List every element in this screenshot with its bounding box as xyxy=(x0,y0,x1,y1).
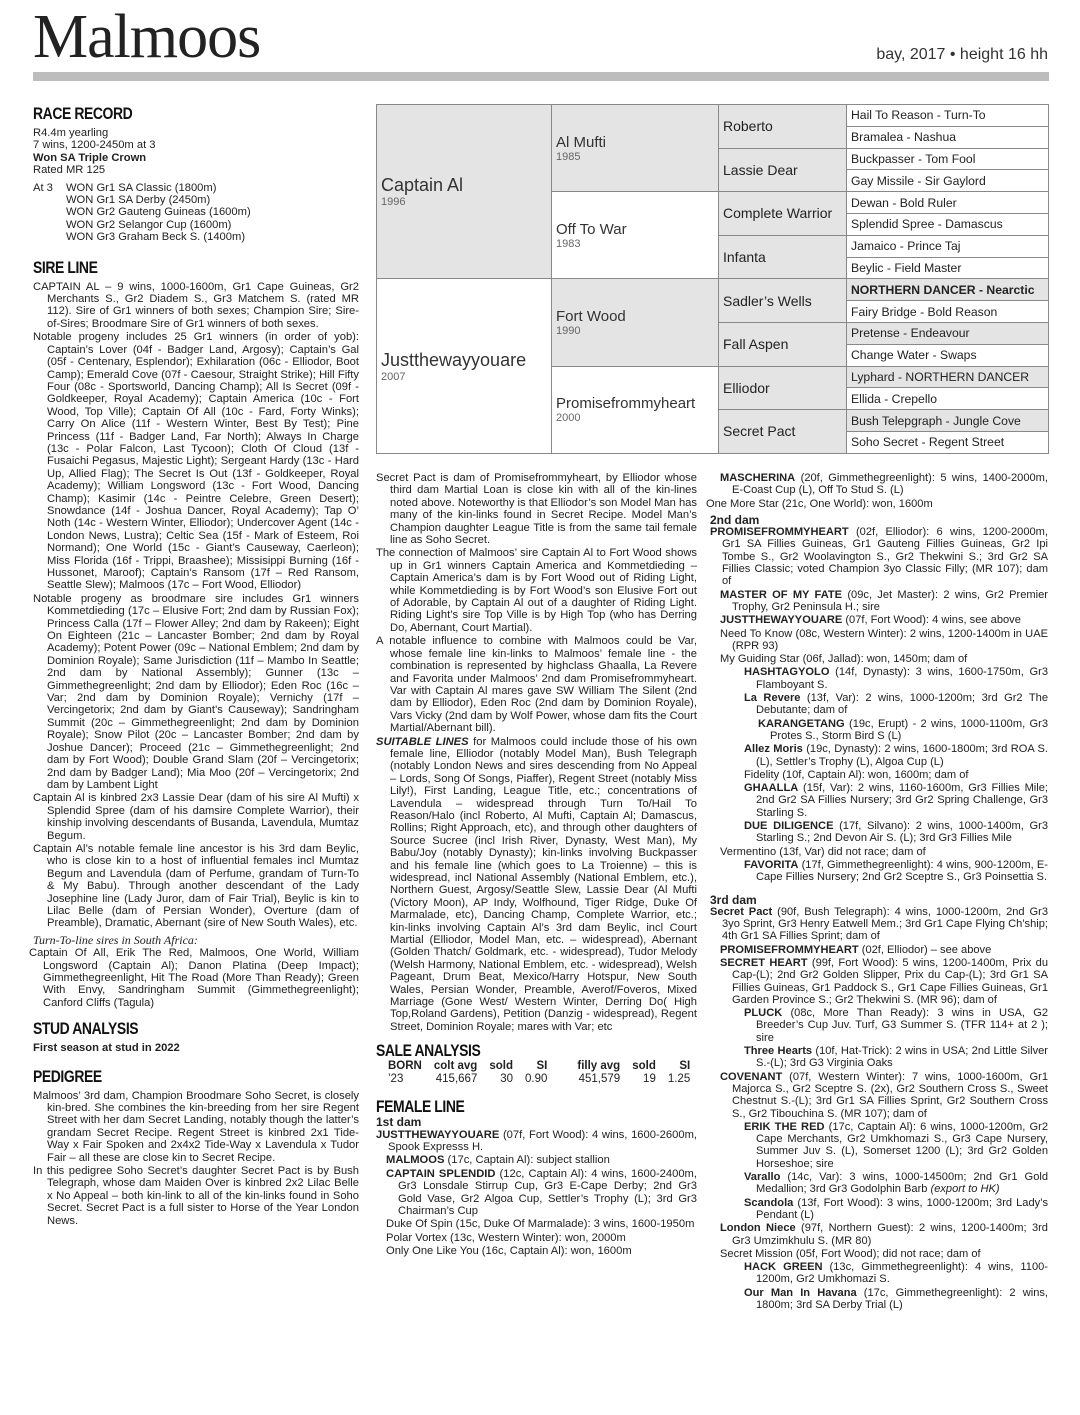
sire-line-paragraph: Notable progeny as broodmare sire includes Gr1 winners Kommetdieding (17c – Elusive Fort; 2nd dam by Russian Fox); Princess Calla (17f – Flower Alley; 2nd dam by Rakeen); Eight On Eighteen (21c – Lancaster Bomber; 2nd dam by Royal Academy); Potent Power (09c – National Emblem; 2nd dam by Dominion Royale); Same Jurisdiction (11f – Mambo In Seattle; 2nd dam by National Assembly); Gunner (13c – Gimmethegreenlight; 2nd dam by Elliodor); Eden Roc (16c – Var; 2nd dam by Dominion Royale); Vernichy (17f – Vercingetorix; 2nd dam by Giant’s Causeway); Sandringham Summit (20c – Gimmethegreenlight; 2nd dam by Dominion Royale); Snow Pilot (20c – Lancaster Bomber; 2nd dam by Joshue Dancer); Proceed (21c – Gimmethegreenlight; 2nd dam by Fort Wood); Double Grand Slam (20f – Vercingetorix; 2nd dam by Badger Land); Mia Moo (20f – Vercingetorix; 2nd dam by Lambent Light xyxy=(33,592,359,791)
race-win: WON Gr3 Graham Beck S. (1400m) xyxy=(66,231,246,244)
race-record-line: 7 wins, 1200-2450m at 3 xyxy=(33,139,156,152)
female-line-entry xyxy=(710,472,1048,497)
female-line-entry xyxy=(710,1071,1048,1120)
sale-cell: 30 xyxy=(500,1072,513,1085)
pedigree-g4-cell: Fairy Bridge - Bold Reason xyxy=(847,301,1049,323)
pedigree-table xyxy=(376,104,1049,454)
entry-text: (10f, Hat-Trick): 2 wins in USA; 2nd Little Silver S.-(L); 3rd G3 Virginia Oaks xyxy=(756,1045,1048,1070)
pedigree-g4-cell: Gay Missile - Sir Gaylord xyxy=(847,170,1049,192)
race-at-label: At 3 xyxy=(33,181,53,194)
pedigree-g3-cell: Infanta xyxy=(719,235,847,279)
horse-name: La Revere xyxy=(744,692,801,705)
suitable-lines-lead: SUITABLE LINES xyxy=(376,735,469,748)
sire-line-paragraph: CAPTAIN AL – 9 wins, 1000-1600m, Gr1 Cape Guineas, Gr2 Merchants S., Gr2 Diadem S., Gr3 Matchem S. (rated MR 112). Sire of Gr1 winners of both sexes; Champion Sire; Sire-of-Sires; Broodmare Sire of Gr1 winners of both sexes. xyxy=(33,280,359,330)
entry-text: (19c, Erupt) - 2 wins, 1000-1100m, Gr3 Protes S., Storm Bird S (L) xyxy=(770,717,1048,742)
pedigree-ss-year: 1985 xyxy=(556,150,581,163)
right-column xyxy=(706,472,1049,1312)
pedigree-g4-cell: Beylic - Field Master xyxy=(847,257,1049,279)
sale-cell: 415,667 xyxy=(435,1072,478,1085)
race-record-line: R4.4m yearling xyxy=(33,127,109,139)
entry-text: (08c, More Than Ready): 3 wins in USA, G2 Breeder’s Cup Juv. Turf, G3 Summer S. (TFR 114+ at 2 ); sire xyxy=(756,1007,1048,1044)
entry-text: (97f, Northern Guest): 2 wins, 1200-1400m; 3rd Gr3 Umzimkhulu S. (MR 80) xyxy=(732,1222,1048,1247)
sale-analysis-heading: SALE ANALYSIS xyxy=(376,1041,481,1061)
horse-name: PROMISEFROMMYHEART xyxy=(710,526,849,539)
stud-analysis-heading: STUD ANALYSIS xyxy=(33,1019,139,1039)
horse-name: COVENANT xyxy=(720,1070,783,1083)
horse-name: Three Hearts xyxy=(744,1045,813,1058)
horse-name: CAPTAIN SPLENDID xyxy=(386,1167,496,1180)
sale-header: BORN xyxy=(388,1060,422,1073)
horse-name: SECRET HEART xyxy=(720,956,808,969)
pedigree-g4-cell: Splendid Spree - Damascus xyxy=(847,213,1049,235)
entry-text: (09c, Jet Master): 2 wins, Gr2 Premier Trophy, Gr2 Peninsula H.; sire xyxy=(732,588,1048,613)
pedigree-g4-cell: Bush Telepgraph - Jungle Cove xyxy=(847,410,1049,432)
pedigree-dam: Justthewayyouare xyxy=(381,349,527,370)
horse-name: FAVORITA xyxy=(744,858,799,871)
entry-text: (99f, Fort Wood): 5 wins, 1200-1400m, Prix du Cap-(L); 2nd Gr2 Golden Slipper, Prix du Cap-(L); 3rd Gr1 SA Fillies Guineas, Gr1 Paddock S., Gr1 Cape Fillies Guineas, Gr1 Garden Province S.; Gr2 Thekwini S. (MR 96); dam of xyxy=(732,956,1048,1006)
sale-cell: 451,579 xyxy=(578,1072,621,1085)
horse-name: HACK GREEN xyxy=(744,1261,823,1274)
pedigree-g4-cell: Pretense - Endeavour xyxy=(847,322,1049,344)
pedigree-ds: Fort Wood xyxy=(556,307,626,325)
female-line-entry xyxy=(710,820,1048,845)
sire-line-heading: SIRE LINE xyxy=(33,257,98,277)
entry-text: (20f, Gimmethegreenlight): 5 wins, 1400-2000m, E-Coast Cup (L), Off To Stud S. (L) xyxy=(732,472,1048,497)
sale-cell: ’23 xyxy=(388,1072,404,1085)
analysis-paragraph: The connection of Malmoos’ sire Captain Al to Fort Wood shows up in Gr1 winners Captain America and Kommetdieding – Captain America’s dam is by Fort Wood out of Riding Light, while Kommetdieding is by Fort Wood’s son Elusive Fort out of Adorable, by Captain Al out of a daughter of Riding Light. Riding Light’s sire Top Ville is by High Top (who has Derring Do, Abernant, Court Martial). xyxy=(376,547,697,634)
first-dam-heading: 1st dam xyxy=(376,1115,422,1130)
entry-note: (export to HK) xyxy=(930,1183,1000,1196)
entry-text: (13c, Gimmethegreenlight): 4 wins, 1100-1200m, Gr2 Umkhomazi S. xyxy=(756,1261,1048,1286)
female-line-entry xyxy=(710,944,1048,956)
female-line-entry xyxy=(710,666,1048,691)
pedigree-sire: Captain Al xyxy=(381,175,464,196)
pedigree-dd-cell xyxy=(552,366,719,453)
female-line-entry xyxy=(710,589,1048,614)
horse-name: PROMISEFROMMYHEART xyxy=(720,943,859,956)
horse-name: HASHTAGYOLO xyxy=(744,666,830,679)
race-win: WON Gr1 SA Classic (1800m) xyxy=(66,181,217,194)
pedigree-g4-cell: Change Water - Swaps xyxy=(847,344,1049,366)
pedigree-g4-cell: Jamaico - Prince Taj xyxy=(847,235,1049,257)
horse-name: Allez Moris xyxy=(744,743,803,756)
horse-name: MASCHERINA xyxy=(720,472,796,484)
female-line-entry xyxy=(710,718,1048,743)
pedigree-ds-cell xyxy=(552,279,719,366)
third-dam-heading: 3rd dam xyxy=(710,892,757,907)
horse-name: ERIK THE RED xyxy=(744,1120,825,1133)
horse-name: JUSTTHEWAYYOUARE xyxy=(376,1128,500,1141)
page-title: Malmoos xyxy=(33,3,261,71)
sale-cell: 19 xyxy=(643,1072,656,1085)
pedigree-g3-cell: Secret Pact xyxy=(719,410,847,454)
female-line-entry xyxy=(710,1171,1048,1196)
pedigree-sire-year: 1996 xyxy=(381,196,406,209)
pedigree-g3-cell: Roberto xyxy=(719,105,847,149)
female-line-entry xyxy=(710,526,1048,587)
sale-header: SI xyxy=(679,1060,691,1073)
pedigree-g4-text: NORTHERN DANCER - Nearctic xyxy=(851,282,1035,297)
female-line-entry: My Guiding Star (06f, Jallad): won, 1450m; dam of xyxy=(720,653,968,666)
entry-text: (17f, Silvano): 2 wins, 1000-1400m, Gr3 Starling S.; 2nd Devon Air S. (L); 3rd Gr3 Fillies Mile xyxy=(756,820,1048,845)
sale-header: sold xyxy=(489,1060,513,1073)
pedigree-g4-cell: Bramalea - Nashua xyxy=(847,126,1049,148)
pedigree-sd: Off To War xyxy=(556,220,627,238)
entry-text: (17c, Captain Al): subject stallion xyxy=(444,1154,610,1167)
pedigree-g3-cell: Lassie Dear xyxy=(719,148,847,192)
entry-text: (15f, Var): 2 wins, 1160-1600m, Gr3 Fillies Mile; 2nd Gr2 SA Fillies Nursery; 3rd Gr2 Spring Challenge, Gr3 Starling S. xyxy=(756,782,1048,819)
female-line-entry xyxy=(376,1154,697,1166)
pedigree-g4-cell: Buckpasser - Tom Fool xyxy=(847,148,1049,170)
pedigree-g4-cell: Soho Secret - Regent Street xyxy=(847,431,1049,453)
analysis-paragraph: A notable influence to combine with Malmoos could be Var, whose female line kin-links to Malmoos’ female line - the combination is represented by highclass Ghaalla, La Revere and Favorita under Malmoos’ 2nd dam Promisefrommyheart. Var with Captain Al mares gave SW William The Silent (2nd dam by Elliodor), Eden Roc (2nd dam by Dominion Royale), Vars Vicky (2nd dam by Wolf Power, whose dam fits the Court Martial/Abernant bill). xyxy=(376,635,697,735)
pedigree-dam-year: 2007 xyxy=(381,370,406,383)
entry-text: (07f, Western Winter): 7 wins, 1000-1600m, Gr1 Majorca S., Gr2 Sceptre S. (2x), Gr2 Southern Cross S., Sweet Chestnut S.-(L); 3rd Gr1 SA Fillies Sprint, Gr2 Southern Cross S., Gr2 Tibouchina S. (MR 107); dam of xyxy=(732,1070,1048,1120)
female-line-entry xyxy=(710,1007,1048,1044)
sire-line-paragraph: Notable progeny includes 25 Gr1 winners (in order of yob): Captain’s Lover (04f - Badger Land, Argosy); Captain’s Gal (05f - Centenary, Esplendor); Exhilaration (06c - Elliodor, Boot Camp); Emerald Cove (07f - Caesour, Straight Strike); Hill Fifty Four (08c - Sportsworld, Dancing Champ); All Is Secret (09f - Goldkeeper, Royal Academy); Captain America (10c - Fort Wood, Top Ville); Captain Of All (10c - Fard, Forty Winks); Carry On Alice (11f - Western Winter, Best By Test); Pine Princess (11f - Badger Land, Far North); Always In Charge (13c - Polar Falcon, Last Tycoon); Cloth Of Cloud (13f - Fusaichi Pegasus, Majestic Light); Sergeant Hardy (13c - Hard Up, Allied Flag); The Secret Is Out (13f - Goldkeeper, Royal Academy); William Longsword (13c - Fort Wood, Dancing Champ); Kasimir (14c - Peintre Celebre, Green Desert); Snowdance (14f - Joshua Dancer, Royal Academy); Tap O’ Noth (14c - Western Winter, Elliodor); Undercover Agent (14c - London News, Lustra); Celtic Sea (15f - Mark of Esteem, Roi Normand); One World (15c - Giant’s Causeway, Caerleon); Miss Florida (16f - Trippi, Braashee); Missisippi Burning (16f - Hussonet, Maroof); Captain’s Ransom (17f – Red Ransom, Seattle Slew); Malmoos (17c – Fort Wood, Elliodor) xyxy=(33,331,359,592)
female-line-entry xyxy=(710,743,1048,768)
suitable-lines-text: for Malmoos could include those of his own female line, Elliodor (notably Model Man), Bush Telegraph (notably London News and sires descending from No Appeal – Lords, Song Of Songs, Piaffer), Regent Street (notably Miss Lily!), First Landing, League Title, etc.; concentrations of Lavendula – widespread through Turn To/Hail To Reason/Halo (incl Roberto, Al Mufti, Captain Al; Damascus, Rollins; Right Approach, etc), and through other daughters of Source Sucree (incl Irish River, Dynasty, West Man), My Babu/Joy (notably Dynasty); kin-links involving Buckpasser and his female line (which goes to La Troienne) – this is widespread, incl National Assembly (National Emblem, etc.), Northern Guest, Argosy/Seattle Slew, Lassie Dear (Al Mufti (Victory Moon), AP Indy, Wolfhound, Tiger Ridge, Duke Of Marmalade, etc), Dancing Champ, Complete Warrior, etc.; kin-links involving Captain Al’s 3rd dam Beylic, incl Court Martial (Elliodor, Model Man, etc. – widespread), Abernant (Golden Thatch/ Goldmark, etc. - widespread), Tudor Melody (Welsh Harmony, National Emblem, etc. - widespread), Welsh Pageant, Drum Beat, Mexico/Harry Hotspur, New South Wales, Persian Wonder, Preamble, Averof/Foveros, Mixed Marriage (Gone West/ Western Winter, Derring Do( High Top,Roland Gardens), Petition (Danzig - widespread), Regent Street, Dominion Royale; mares with Var; etc xyxy=(390,735,697,1033)
horse-name: London Niece xyxy=(720,1222,796,1235)
pedigree-sd-year: 1983 xyxy=(556,237,581,250)
female-line-entry: Polar Vortex (13c, Western Winter): won, 2000m xyxy=(386,1231,626,1244)
female-line-entry xyxy=(376,1168,697,1218)
pedigree-ds-year: 1990 xyxy=(556,324,581,337)
sire-line-paragraph: Captain Al’s notable female line ancestor is his 3rd dam Beylic, who is close kin to a host of influential females incl Mumtaz Begum and Lavendula (dam of Perfume, grandam of Turn-To & My Babu). Through another descendant of the Lady Josephine line (Lady Juror, dam of Fair Trial), Beylic is kin to Lilac Belle (dam of Persian Wonder), Overture (dam of Preamble), Dramatic, Abernant (sire of New South Wales), etc. xyxy=(33,842,359,930)
female-line-entry xyxy=(710,906,1048,943)
middle-column xyxy=(376,472,697,1259)
race-record-heading: RACE RECORD xyxy=(33,104,133,123)
pedigree-g4-text: Lyphard - NORTHERN DANCER xyxy=(851,369,1030,384)
female-line-entry xyxy=(376,1129,697,1154)
second-dam-heading: 2nd dam xyxy=(710,512,760,527)
suitable-lines-paragraph xyxy=(376,736,697,1034)
entry-text: (02f, Elliodor): 6 wins, 1200-2000m, Gr1 SA Fillies Guineas, Gr1 Gauteng Fillies Guineas, Gr2 Ipi Tombe S., Gr2 Woolavington S., Gr2 Thekwini S.; 3rd Gr2 SA Fillies Classic; voted Champion 3yo Classic Filly; (MR 107); dam of xyxy=(722,526,1048,588)
female-line-entry xyxy=(710,614,1048,626)
race-win: WON Gr2 Gauteng Guineas (1600m) xyxy=(66,206,251,219)
female-line-entry: Secret Mission (05f, Fort Wood); did not race; dam of xyxy=(720,1247,981,1260)
pedigree-ss: Al Mufti xyxy=(556,133,607,151)
pedigree-sd-cell xyxy=(552,192,719,279)
pedigree-g4-cell xyxy=(847,366,1049,388)
female-line-entry xyxy=(710,692,1048,717)
entry-text: (90f, Bush Telegraph): 4 wins, 1000-1200m, 2nd Gr3 3yo Sprint, Gr3 Henry Eatwell Mem.; 3rd Gr1 Cape Flying Ch’ship; 4th Gr1 SA Fillies Sprint; dam of xyxy=(722,905,1048,943)
entry-text: (07f, Fort Wood): 4 wins, 1600-2600m, Spook Expresss H. xyxy=(388,1128,697,1153)
female-line-entry xyxy=(710,1045,1048,1070)
entry-text: (02f, Elliodor) – see above xyxy=(858,943,992,956)
race-win: WON Gr2 Selangor Cup (1600m) xyxy=(66,218,232,231)
pedigree-dam-cell xyxy=(377,279,552,453)
female-line-entry xyxy=(710,1197,1048,1222)
female-line-entry xyxy=(710,859,1048,884)
stud-analysis-text: First season at stud in 2022 xyxy=(33,1042,180,1055)
entry-text: (14f, Dynasty): 3 wins, 1600-1750m, Gr3 Flamboyant S. xyxy=(756,666,1048,691)
entry-text: (12c, Captain Al): 4 wins, 1600-2400m, Gr3 Lonsdale Stirrup Cup, Gr3 E-Cape Derby; 2nd Gr3 Gold Vase, Gr2 Algoa Cup, Settler’s Trophy (L); 3rd Gr3 Chairman’s Cup xyxy=(398,1167,697,1217)
female-line-entry: One More Star (21c, One World): won, 1600m xyxy=(706,497,933,510)
entry-text: (13f, Var): 2 wins, 1000-1200m; 3rd Gr2 The Debutante; dam of xyxy=(756,692,1048,717)
sale-header: sold xyxy=(632,1060,656,1073)
sale-header: filly avg xyxy=(577,1060,621,1073)
sale-table xyxy=(382,1060,696,1085)
horse-name: MASTER OF MY FATE xyxy=(720,588,843,601)
female-line-entry xyxy=(710,782,1048,819)
race-win: WON Gr1 SA Derby (2450m) xyxy=(66,194,211,207)
pedigree-ss-cell xyxy=(552,105,719,192)
pedigree-paragraph: Malmoos’ 3rd dam, Champion Broodmare Soho Secret, is closely kin-bred. She combines the kin-breeding from her sire Regent Street with her dam Secret Landing, notably though the latter’s grandam Secret Recipe. Regent Street is kinbred 2x1 Tide-Way x Fair Spoken and 2x4x2 Tide-Way x Lavendula x Tudor Fair – all these are close kin to Secret Recipe. xyxy=(33,1089,359,1164)
pedigree-heading: PEDIGREE xyxy=(33,1066,102,1086)
race-wins-block xyxy=(33,182,359,244)
horse-name: MALMOOS xyxy=(386,1154,445,1167)
pedigree-sire-cell xyxy=(377,105,552,279)
sale-header: SI xyxy=(536,1060,548,1073)
horse-name: Scandola xyxy=(744,1196,794,1209)
horse-name: Secret Pact xyxy=(710,905,773,918)
title-rule xyxy=(33,72,1049,81)
entry-text: (13f, Fort Wood): 3 wins, 1000-1200m; 3rd Lady’s Pendant (L) xyxy=(756,1196,1048,1221)
pedigree-paragraph: In this pedigree Soho Secret’s daughter Secret Pact is by Bush Telegraph, whose dam Maiden Over is kinbred 2x2 Lilac Belle x No Appeal – both kin-link to all of the kin-links found in Soho Secret. Secret Pact is a full sister to Horse of the Year London News. xyxy=(33,1165,359,1227)
female-line-entry xyxy=(710,1287,1048,1312)
horse-name: GHAALLA xyxy=(744,782,799,795)
horse-details: bay, 2017 • height 16 hh xyxy=(876,46,1048,63)
female-line-entry xyxy=(710,1222,1048,1247)
race-record-line: Won SA Triple Crown xyxy=(33,151,147,164)
female-line-heading: FEMALE LINE xyxy=(376,1097,465,1117)
entry-text: (19c, Dynasty): 2 wins, 1600-1800m; 3rd ROA S. (L), Settler’s Trophy (L), Algoa Cup (L) xyxy=(756,743,1049,768)
entry-text: (14c, Var): 3 wins, 1000-14500m; 2nd Gr1 Gold Medallion; 3rd Gr3 Godolphin Barb xyxy=(756,1171,1048,1196)
left-column xyxy=(29,104,359,1228)
female-line-entry: Duke Of Spin (15c, Duke Of Marmalade): 3 wins, 1600-1950m xyxy=(386,1218,695,1231)
pedigree-g4-cell: Hail To Reason - Turn-To xyxy=(847,105,1049,127)
sale-cell: 1.25 xyxy=(667,1072,691,1085)
sale-cell: 0.90 xyxy=(524,1072,548,1085)
female-line-entry: Vermentino (13f, Var) did not race; dam of xyxy=(720,845,926,858)
pedigree-dd: Promisefrommyheart xyxy=(556,395,696,413)
female-line-entry xyxy=(710,1121,1048,1170)
pedigree-g3-cell: Complete Warrior xyxy=(719,192,847,236)
female-line-entry: Only One Like You (16c, Captain Al): won, 1600m xyxy=(386,1245,632,1258)
pedigree-g3-cell: Elliodor xyxy=(719,366,847,410)
horse-name: KARANGETANG xyxy=(758,717,845,730)
horse-name: PLUCK xyxy=(744,1007,783,1020)
race-record-line: Rated MR 125 xyxy=(33,164,106,177)
entry-text: (17c, Captain Al): 6 wins, 1000-1200m, Gr2 Cape Merchants, Gr2 Umkhomazi S., Gr3 Cape Nursery, Summer Juv S. (L), Somerset 1200 (L); 3rd Gr2 Golden Horseshoe; sire xyxy=(756,1120,1048,1170)
sale-header: colt avg xyxy=(433,1060,478,1073)
horse-name: DUE DILIGENCE xyxy=(744,820,834,833)
pedigree-g4-cell: Dewan - Bold Ruler xyxy=(847,192,1049,214)
female-line-entry xyxy=(710,957,1048,1006)
race-wins-list xyxy=(66,182,251,244)
female-line-entry: Need To Know (08c, Western Winter): 2 wins, 1200-1400m in UAE (RPR 93) xyxy=(720,627,1048,652)
pedigree-g3-cell: Fall Aspen xyxy=(719,322,847,366)
pedigree-g4-cell xyxy=(847,279,1049,301)
entry-text: (17c, Gimmethegreenlight): 2 wins, 1800m; 3rd SA Derby Trial (L) xyxy=(756,1286,1049,1311)
female-line-entry: Fidelity (10f, Captain Al): won, 1600m; dam of xyxy=(744,768,969,781)
horse-name: Our Man In Havana xyxy=(744,1286,857,1299)
horse-name: Varallo xyxy=(744,1171,781,1184)
female-line-entry xyxy=(710,1261,1048,1286)
turn-to-sires: Captain Of All, Erik The Red, Malmoos, One World, William Longsword (Captain Al); Danon Platina (Deep Impact); Gimmethegreenlight, Hit The Road (More Than Ready); Green With Envy, Sandringham Summit (Gimmethegreenlight); Canford Cliffs (Tagula) xyxy=(29,947,359,1009)
entry-text: (17f, Gimmethegreenlight): 4 wins, 900-1200m, E-Cape Fillies Nursery; 2nd Gr2 Sceptre S., Gr3 Poinsettia S. xyxy=(756,858,1048,884)
pedigree-dd-year: 2000 xyxy=(556,412,581,425)
entry-text: (07f, Fort Wood): 4 wins, see above xyxy=(842,614,1021,627)
pedigree-g3-cell: Sadler’s Wells xyxy=(719,279,847,323)
pedigree-g4-cell: Ellida - Crepello xyxy=(847,388,1049,410)
horse-name: JUSTTHEWAYYOUARE xyxy=(720,614,843,627)
analysis-paragraph: Secret Pact is dam of Promisefrommyheart, by Elliodor whose third dam Martial Loan is close kin with all of the kin-lines noted above. Noteworthy is that Elliodor’s son Model Man has many of the kin-links found in Secret Recipe. Model Man’s Champion daughter League Title is from the same tail female line as Soho Secret. xyxy=(376,472,697,547)
turn-to-heading: Turn-To-line sires in South Africa: xyxy=(33,932,198,947)
sire-line-paragraph: Captain Al is kinbred 2x3 Lassie Dear (dam of his sire Al Mufti) x Splendid Spree (dam of his damsire Complete Warrior), their kinship involving descendants of Busanda, Lavendula, Mumtaz Begum. xyxy=(33,792,359,842)
